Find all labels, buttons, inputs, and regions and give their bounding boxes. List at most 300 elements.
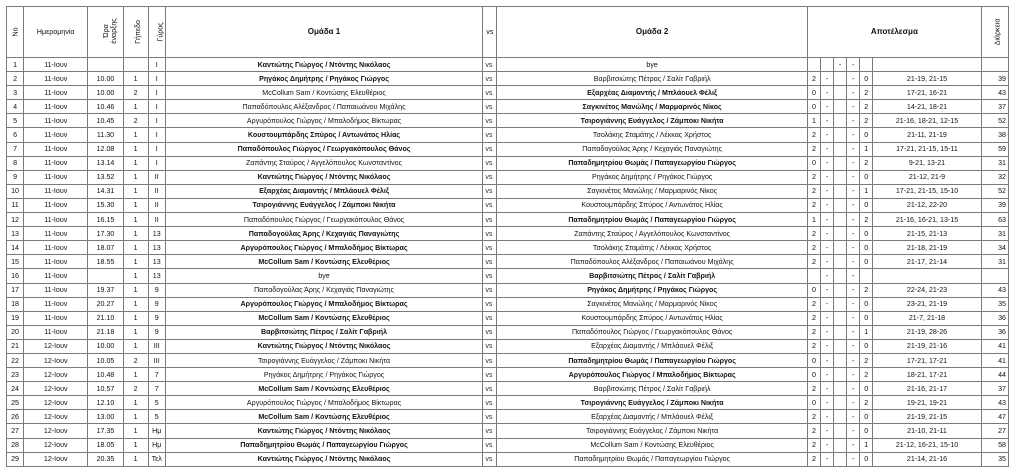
match-number: 24	[7, 382, 24, 396]
team1-cell: Παπαδόπουλος Αλέξανδρος / Παπαιωάνου Μιχάλης	[165, 100, 483, 114]
start-time: 10.00	[88, 339, 123, 353]
start-time: 19.37	[88, 283, 123, 297]
team2-cell: Σαγκινέτος Μανώλης / Μαρμαρινός Νίκος	[497, 100, 808, 114]
round-label: ΙΙ	[148, 198, 165, 212]
vs-label: vs	[483, 311, 497, 325]
table-row	[7, 353, 1009, 367]
result-dash: -	[820, 396, 833, 410]
table-row	[7, 368, 1009, 382]
result-mid	[834, 227, 847, 241]
match-date: 11-Ιουν	[24, 100, 88, 114]
result-dash: -	[820, 142, 833, 156]
team1-sets: 0	[807, 283, 820, 297]
round-label: 9	[148, 297, 165, 311]
vs-label: vs	[483, 156, 497, 170]
team1-sets: 2	[807, 311, 820, 325]
round-label: Ι	[148, 100, 165, 114]
team2-sets: 1	[860, 184, 873, 198]
team1-sets: 2	[807, 255, 820, 269]
result-dash: -	[847, 142, 860, 156]
vs-label: vs	[483, 353, 497, 367]
match-number: 26	[7, 410, 24, 424]
match-date: 11-Ιουν	[24, 227, 88, 241]
match-duration: 39	[981, 198, 1008, 212]
start-time: 18.07	[88, 241, 123, 255]
table-row	[7, 283, 1009, 297]
result-dash: -	[820, 255, 833, 269]
result-mid	[834, 184, 847, 198]
round-label: Ι	[148, 156, 165, 170]
result-mid	[834, 114, 847, 128]
team2-sets: 0	[860, 241, 873, 255]
round-label: Ι	[148, 128, 165, 142]
start-time: 12.08	[88, 142, 123, 156]
result-mid	[834, 156, 847, 170]
team2-sets: 0	[860, 311, 873, 325]
team1-sets: 2	[807, 339, 820, 353]
match-number: 15	[7, 255, 24, 269]
set-scores: 17-21, 17-21	[873, 353, 982, 367]
header-no: Νο	[7, 7, 24, 58]
result-dash: -	[820, 368, 833, 382]
team1-cell: Αργυρόπουλος Γιώργος / Μπαλοδήμος Βίκτωρας	[165, 114, 483, 128]
vs-label: vs	[483, 269, 497, 283]
matches-body	[7, 58, 1009, 467]
team1-cell: Καντιώτης Γιώργος / Ντόντης Νικόλαος	[165, 339, 483, 353]
team1-cell: McCollum Sam / Κοντώσης Ελευθέριος	[165, 86, 483, 100]
match-number: 10	[7, 184, 24, 198]
match-duration: 52	[981, 114, 1008, 128]
match-duration: 47	[981, 410, 1008, 424]
team2-sets: 0	[860, 227, 873, 241]
start-time	[88, 58, 123, 72]
match-number: 25	[7, 396, 24, 410]
result-dash: -	[847, 297, 860, 311]
set-scores: 21-16, 16-21, 13-15	[873, 213, 982, 227]
result-mid	[834, 170, 847, 184]
team1-sets: 2	[807, 142, 820, 156]
match-number: 18	[7, 297, 24, 311]
result-mid: -	[834, 58, 847, 72]
table-row	[7, 382, 1009, 396]
match-number: 21	[7, 339, 24, 353]
set-scores: 18-21, 17-21	[873, 368, 982, 382]
vs-label: vs	[483, 86, 497, 100]
match-number: 5	[7, 114, 24, 128]
match-number: 3	[7, 86, 24, 100]
set-scores: 21-19, 21-16	[873, 339, 982, 353]
result-dash: -	[847, 452, 860, 466]
team1-sets	[807, 269, 820, 283]
team2-cell: Βαρβιτσιώτης Πέτρος / Σαλίτ Γαβριήλ	[497, 269, 808, 283]
match-date: 11-Ιουν	[24, 156, 88, 170]
match-number: 20	[7, 325, 24, 339]
match-date: 12-Ιουν	[24, 353, 88, 367]
team2-sets: 1	[860, 438, 873, 452]
header-row	[7, 7, 1009, 58]
result-mid	[834, 213, 847, 227]
start-time: 13.52	[88, 170, 123, 184]
team2-cell: McCollum Sam / Κοντώσης Ελευθέριος	[497, 438, 808, 452]
set-scores: 21-16, 21-17	[873, 382, 982, 396]
team2-cell: Παπαδημητρίου Θωμάς / Παπαγεωργίου Γιώργος	[497, 213, 808, 227]
match-duration: 52	[981, 184, 1008, 198]
team2-cell: Ζαπάντης Σταύρος / Αγγελόπουλος Κωνσταντίνος	[497, 227, 808, 241]
start-time: 13.14	[88, 156, 123, 170]
start-time: 10.00	[88, 86, 123, 100]
match-duration: 41	[981, 339, 1008, 353]
team2-sets	[860, 58, 873, 72]
set-scores: 21-16, 18-21, 12-15	[873, 114, 982, 128]
result-dash: -	[847, 410, 860, 424]
match-duration: 41	[981, 353, 1008, 367]
team2-sets: 0	[860, 255, 873, 269]
team1-sets: 2	[807, 198, 820, 212]
header-date: Ημερομηνία	[24, 7, 88, 58]
result-dash: -	[847, 100, 860, 114]
start-time: 21.18	[88, 325, 123, 339]
start-time: 18.55	[88, 255, 123, 269]
round-label: Ι	[148, 142, 165, 156]
team1-cell: Ρηγάκος Δημήτρης / Ρηγάκος Γιώργος	[165, 72, 483, 86]
result-dash: -	[847, 382, 860, 396]
set-scores: 9-21, 13-21	[873, 156, 982, 170]
court-number: 1	[123, 325, 148, 339]
team2-sets: 0	[860, 424, 873, 438]
result-mid	[834, 438, 847, 452]
court-number: 1	[123, 255, 148, 269]
team2-sets: 0	[860, 452, 873, 466]
start-time: 14.31	[88, 184, 123, 198]
result-dash: -	[820, 198, 833, 212]
team2-sets: 2	[860, 86, 873, 100]
set-scores: 21-10, 21-11	[873, 424, 982, 438]
match-duration: 43	[981, 283, 1008, 297]
team1-sets: 2	[807, 241, 820, 255]
court-number: 1	[123, 424, 148, 438]
team2-sets: 0	[860, 382, 873, 396]
match-duration: 32	[981, 170, 1008, 184]
result-dash: -	[820, 128, 833, 142]
set-scores: 17-21, 21-15, 15-10	[873, 184, 982, 198]
start-time: 10.45	[88, 114, 123, 128]
round-label: Ι	[148, 114, 165, 128]
start-time: 10.05	[88, 353, 123, 367]
start-time: 16.15	[88, 213, 123, 227]
result-dash: -	[847, 184, 860, 198]
team2-cell: Κουστουμπάρδης Σπύρος / Αντωνάτος Ηλίας	[497, 311, 808, 325]
result-dash: -	[820, 325, 833, 339]
table-row	[7, 311, 1009, 325]
team2-sets: 0	[860, 198, 873, 212]
set-scores: 21-14, 21-16	[873, 452, 982, 466]
result-dash: -	[847, 311, 860, 325]
set-scores: 22-24, 21-23	[873, 283, 982, 297]
table-row	[7, 142, 1009, 156]
court-number: 2	[123, 114, 148, 128]
team2-cell: Βαρβιτσιώτης Πέτρος / Σαλίτ Γαβριήλ	[497, 382, 808, 396]
result-dash: -	[820, 213, 833, 227]
court-number: 1	[123, 100, 148, 114]
match-date: 11-Ιουν	[24, 72, 88, 86]
start-time: 20.35	[88, 452, 123, 466]
result-dash: -	[820, 452, 833, 466]
round-label: ΙΙ	[148, 184, 165, 198]
team1-sets: 2	[807, 382, 820, 396]
vs-label: vs	[483, 142, 497, 156]
result-dash: -	[847, 325, 860, 339]
team2-cell: Ρηγάκος Δημήτρης / Ρηγάκος Γιώργος	[497, 170, 808, 184]
match-date: 11-Ιουν	[24, 297, 88, 311]
match-date: 12-Ιουν	[24, 382, 88, 396]
set-scores: 14-21, 18-21	[873, 100, 982, 114]
round-label: 5	[148, 410, 165, 424]
court-number: 2	[123, 353, 148, 367]
team2-sets: 0	[860, 128, 873, 142]
court-number: 1	[123, 142, 148, 156]
team1-cell: Ρηγάκος Δημήτρης / Ρηγάκος Γιώργος	[165, 368, 483, 382]
round-label: 9	[148, 283, 165, 297]
set-scores: 21-19, 28-26	[873, 325, 982, 339]
vs-label: vs	[483, 424, 497, 438]
vs-label: vs	[483, 339, 497, 353]
match-date: 12-Ιουν	[24, 368, 88, 382]
header-vs: vs	[483, 7, 497, 58]
team1-cell: Παπαδόπουλος Γιώργος / Γεωργακόπουλος Θάνος	[165, 142, 483, 156]
team2-sets: 0	[860, 72, 873, 86]
match-duration: 36	[981, 311, 1008, 325]
court-number: 1	[123, 198, 148, 212]
team1-cell: Καντιώτης Γιώργος / Ντόντης Νικόλαος	[165, 58, 483, 72]
team1-sets: 2	[807, 227, 820, 241]
set-scores: 21-12, 16-21, 15-10	[873, 438, 982, 452]
match-date: 12-Ιουν	[24, 339, 88, 353]
result-dash: -	[820, 156, 833, 170]
result-mid	[834, 410, 847, 424]
result-dash: -	[847, 438, 860, 452]
header-result: Αποτέλεσμα	[807, 7, 981, 58]
result-dash: -	[820, 410, 833, 424]
team1-cell: Καντιώτης Γιώργος / Ντόντης Νικόλαος	[165, 424, 483, 438]
start-time: 10.48	[88, 368, 123, 382]
result-dash: -	[847, 170, 860, 184]
result-dash: -	[820, 241, 833, 255]
team2-cell: bye	[497, 58, 808, 72]
team2-sets: 0	[860, 297, 873, 311]
team2-cell: Τσιρογιάννης Ευάγγελος / Ζάμποκι Νικήτα	[497, 114, 808, 128]
round-label: Ημ	[148, 424, 165, 438]
set-scores: 21-7, 21-18	[873, 311, 982, 325]
table-row	[7, 170, 1009, 184]
court-number: 1	[123, 269, 148, 283]
round-label: 9	[148, 311, 165, 325]
result-dash: -	[847, 396, 860, 410]
team1-cell: Εξαρχέας Διαμαντής / Μπλάουελ Φέλιξ	[165, 184, 483, 198]
court-number: 1	[123, 452, 148, 466]
match-duration: 37	[981, 382, 1008, 396]
match-duration: 27	[981, 424, 1008, 438]
team2-cell: Σαγκινέτος Μανώλης / Μαρμαρινός Νίκος	[497, 297, 808, 311]
match-date: 11-Ιουν	[24, 198, 88, 212]
team1-sets: 0	[807, 368, 820, 382]
result-mid	[834, 353, 847, 367]
start-time: 12.10	[88, 396, 123, 410]
start-time: 10.00	[88, 72, 123, 86]
set-scores: 17-21, 21-15, 15-11	[873, 142, 982, 156]
header-duration: Διάρκεια	[981, 7, 1008, 58]
vs-label: vs	[483, 213, 497, 227]
match-number: 6	[7, 128, 24, 142]
header-team2: Ομάδα 2	[497, 7, 808, 58]
set-scores: 21-17, 21-14	[873, 255, 982, 269]
result-mid	[834, 297, 847, 311]
team2-sets: 2	[860, 353, 873, 367]
result-mid	[834, 86, 847, 100]
team1-sets: 2	[807, 452, 820, 466]
team1-cell: Αργυρόπουλος Γιώργος / Μπαλοδήμος Βίκτωρας	[165, 396, 483, 410]
result-dash: -	[820, 311, 833, 325]
team1-cell: Αργυρόπουλος Γιώργος / Μπαλοδήμος Βίκτωρας	[165, 241, 483, 255]
set-scores: 21-18, 21-19	[873, 241, 982, 255]
result-mid	[834, 339, 847, 353]
match-date: 11-Ιουν	[24, 170, 88, 184]
result-dash: -	[847, 114, 860, 128]
result-dash: -	[820, 424, 833, 438]
team1-sets: 2	[807, 424, 820, 438]
team1-sets: 0	[807, 353, 820, 367]
result-dash: -	[847, 241, 860, 255]
team1-sets: 0	[807, 100, 820, 114]
team1-cell: bye	[165, 269, 483, 283]
court-number: 1	[123, 72, 148, 86]
table-row	[7, 297, 1009, 311]
match-duration	[981, 269, 1008, 283]
team1-sets: 2	[807, 170, 820, 184]
team1-sets: 0	[807, 396, 820, 410]
set-scores: 21-12, 21-9	[873, 170, 982, 184]
vs-label: vs	[483, 114, 497, 128]
result-dash: -	[820, 170, 833, 184]
set-scores: 21-19, 21-15	[873, 72, 982, 86]
round-label: Ι	[148, 72, 165, 86]
team2-cell: Τσολάκης Σταμάτης / Λέκκας Χρήστος	[497, 241, 808, 255]
result-mid	[834, 255, 847, 269]
team1-sets: 1	[807, 114, 820, 128]
team2-cell: Τσολάκης Σταμάτης / Λέκκας Χρήστος	[497, 128, 808, 142]
team2-cell: Σαγκινέτος Μανώλης / Μαρμαρινός Νίκος	[497, 184, 808, 198]
court-number: 1	[123, 297, 148, 311]
vs-label: vs	[483, 58, 497, 72]
result-dash: -	[820, 114, 833, 128]
team2-cell: Τσιρογιάννης Ευάγγελος / Ζάμποκι Νικήτα	[497, 424, 808, 438]
match-date: 11-Ιουν	[24, 269, 88, 283]
team1-sets: 0	[807, 86, 820, 100]
match-duration: 38	[981, 128, 1008, 142]
start-time: 10.46	[88, 100, 123, 114]
result-mid	[834, 424, 847, 438]
vs-label: vs	[483, 438, 497, 452]
match-duration: 43	[981, 396, 1008, 410]
team2-sets: 1	[860, 142, 873, 156]
match-number: 12	[7, 213, 24, 227]
start-time	[88, 269, 123, 283]
result-dash: -	[820, 100, 833, 114]
team2-sets: 2	[860, 213, 873, 227]
set-scores	[873, 58, 982, 72]
team2-sets	[860, 269, 873, 283]
vs-label: vs	[483, 255, 497, 269]
court-number: 1	[123, 128, 148, 142]
result-mid	[834, 269, 847, 283]
start-time: 20.27	[88, 297, 123, 311]
match-date: 12-Ιουν	[24, 410, 88, 424]
set-scores: 21-15, 21-13	[873, 227, 982, 241]
header-court: Γήπεδο	[123, 7, 148, 58]
team2-sets: 2	[860, 283, 873, 297]
header-start-time: Ώρα έναρξης	[88, 7, 123, 58]
team2-sets: 2	[860, 368, 873, 382]
match-date: 11-Ιουν	[24, 142, 88, 156]
table-row	[7, 58, 1009, 72]
result-dash: -	[847, 227, 860, 241]
result-dash: -	[847, 198, 860, 212]
table-row	[7, 227, 1009, 241]
set-scores: 21-19, 21-15	[873, 410, 982, 424]
team2-sets: 2	[860, 114, 873, 128]
result-mid	[834, 72, 847, 86]
team2-sets: 2	[860, 396, 873, 410]
team1-sets: 1	[807, 213, 820, 227]
table-row	[7, 452, 1009, 466]
result-dash: -	[847, 424, 860, 438]
match-number: 17	[7, 283, 24, 297]
court-number: 2	[123, 86, 148, 100]
set-scores: 21-12, 22-20	[873, 198, 982, 212]
court-number: 1	[123, 438, 148, 452]
result-mid	[834, 325, 847, 339]
match-number: 4	[7, 100, 24, 114]
result-mid	[834, 142, 847, 156]
match-number: 22	[7, 353, 24, 367]
result-mid	[834, 311, 847, 325]
match-number: 7	[7, 142, 24, 156]
match-duration: 39	[981, 72, 1008, 86]
match-number: 19	[7, 311, 24, 325]
vs-label: vs	[483, 297, 497, 311]
table-row	[7, 396, 1009, 410]
team2-sets: 2	[860, 156, 873, 170]
team1-cell: Παπαδογούλας Άρης / Κεχαγιάς Παναγιώτης	[165, 227, 483, 241]
match-date: 11-Ιουν	[24, 325, 88, 339]
round-label: Ι	[148, 86, 165, 100]
match-date: 11-Ιουν	[24, 184, 88, 198]
court-number: 1	[123, 213, 148, 227]
team1-sets: 2	[807, 128, 820, 142]
team2-cell: Εξαρχέας Διαμαντής / Μπλάουελ Φέλιξ	[497, 339, 808, 353]
team2-cell: Παπαδόπουλος Αλέξανδρος / Παπαιωάνου Μιχάλης	[497, 255, 808, 269]
match-duration: 37	[981, 100, 1008, 114]
match-number: 8	[7, 156, 24, 170]
header-round: Γύρος	[148, 7, 165, 58]
round-label: ΙΙΙ	[148, 339, 165, 353]
round-label: 13	[148, 255, 165, 269]
result-mid	[834, 241, 847, 255]
match-date: 12-Ιουν	[24, 424, 88, 438]
match-duration: 63	[981, 213, 1008, 227]
vs-label: vs	[483, 227, 497, 241]
set-scores: 19-21, 19-21	[873, 396, 982, 410]
result-mid	[834, 382, 847, 396]
